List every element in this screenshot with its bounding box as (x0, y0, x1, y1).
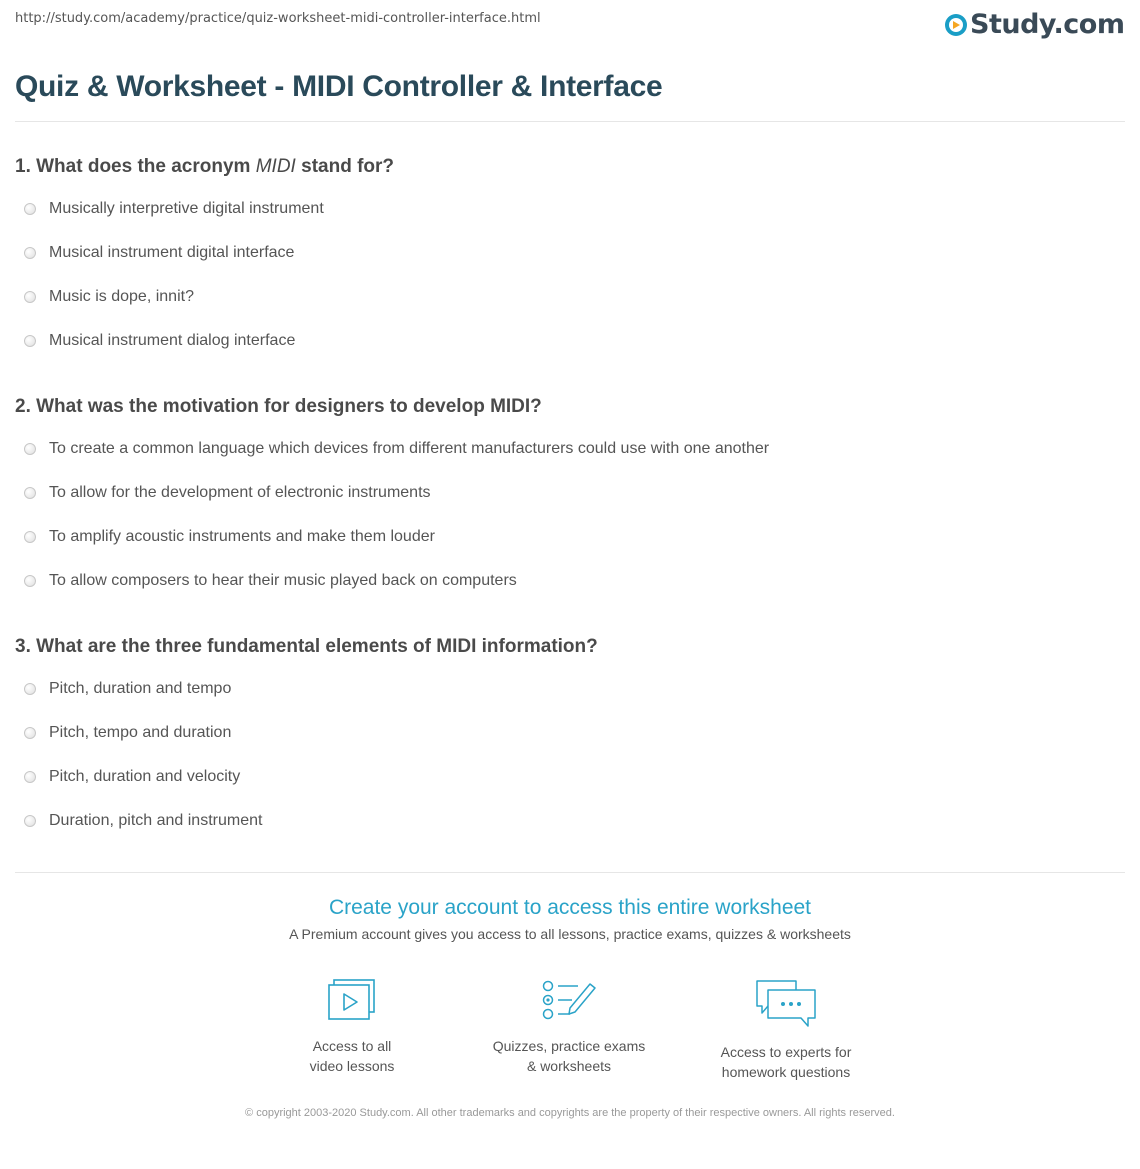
logo-text: Study.com (970, 9, 1125, 40)
q3-option-1[interactable] (24, 680, 231, 698)
video-lessons-icon (326, 978, 378, 1024)
q1-option-2[interactable] (24, 244, 294, 262)
option-label: Pitch, tempo and duration (49, 724, 232, 741)
option-label: Duration, pitch and instrument (49, 812, 263, 829)
study-logo-icon (945, 14, 967, 36)
q3-option-2[interactable] (24, 724, 231, 742)
q1-option-4[interactable] (24, 332, 295, 350)
question-1-italic: MIDI (255, 156, 296, 177)
cta-title-link[interactable]: Create your account to access this entire worksheet (328, 896, 812, 919)
option-label: To amplify acoustic instruments and make them louder (49, 528, 435, 545)
feature-1-line-2: video lessons (309, 1058, 395, 1074)
radio-button[interactable] (24, 203, 36, 215)
option-label: Pitch, duration and tempo (49, 680, 232, 697)
q1-option-1[interactable] (24, 200, 324, 218)
question-1-prefix: 1. What does the acronym (15, 156, 256, 177)
option-label: To allow for the development of electronic instruments (49, 484, 431, 501)
option-label: Musical instrument dialog interface (49, 332, 296, 349)
option-label: Pitch, duration and velocity (49, 768, 241, 785)
q3-option-4[interactable] (24, 812, 262, 830)
feature-1-line-1: Access to all (312, 1038, 392, 1054)
study-logo[interactable] (945, 9, 1124, 40)
page-url: http://study.com/academy/practice/quiz-worksheet-midi-controller-interface.html (15, 11, 541, 26)
option-label: Musical instrument digital interface (49, 244, 295, 261)
title-divider (15, 121, 1125, 122)
feature-video-lessons (257, 978, 447, 1076)
radio-button[interactable] (24, 575, 36, 587)
radio-button[interactable] (24, 443, 36, 455)
feature-2-line-2: & worksheets (526, 1058, 612, 1074)
option-label: To create a common language which devices from different manufacturers could use with one another (49, 440, 770, 457)
radio-button[interactable] (24, 683, 36, 695)
copyright-notice: © copyright 2003-2020 Study.com. All other trademarks and copyrights are the property of their respective owners. All rights reserved. (245, 1107, 895, 1119)
q2-option-2[interactable] (24, 484, 431, 502)
feature-experts (691, 978, 881, 1082)
option-label: Music is dope, innit? (49, 288, 194, 305)
page-title: Quiz & Worksheet - MIDI Controller & Interface (15, 70, 663, 103)
radio-button[interactable] (24, 335, 36, 347)
question-3: 3. What are the three fundamental elements of MIDI information? (15, 636, 598, 657)
radio-button[interactable] (24, 815, 36, 827)
feature-3-line-2: homework questions (721, 1064, 851, 1080)
q2-option-1[interactable] (24, 440, 769, 458)
option-label: To allow composers to hear their music played back on computers (49, 572, 517, 589)
q2-option-4[interactable] (24, 572, 517, 590)
feature-2-line-1: Quizzes, practice exams (492, 1038, 646, 1054)
cta-divider (15, 872, 1125, 873)
cta-subtitle: A Premium account gives you access to all lessons, practice exams, quizzes & worksheets (289, 926, 851, 942)
chat-bubbles-icon (754, 978, 818, 1030)
radio-button[interactable] (24, 531, 36, 543)
question-1 (15, 156, 394, 178)
radio-button[interactable] (24, 247, 36, 259)
q3-option-3[interactable] (24, 768, 240, 786)
q2-option-3[interactable] (24, 528, 435, 546)
question-1-suffix: stand for? (295, 156, 395, 177)
radio-button[interactable] (24, 487, 36, 499)
feature-3-line-1: Access to experts for (720, 1044, 852, 1060)
radio-button[interactable] (24, 727, 36, 739)
q1-option-3[interactable] (24, 288, 194, 306)
feature-quizzes (474, 978, 664, 1076)
option-label: Musically interpretive digital instrument (49, 200, 324, 217)
radio-button[interactable] (24, 771, 36, 783)
radio-button[interactable] (24, 291, 36, 303)
question-2: 2. What was the motivation for designers to develop MIDI? (15, 396, 542, 417)
quiz-list-icon (540, 978, 598, 1024)
